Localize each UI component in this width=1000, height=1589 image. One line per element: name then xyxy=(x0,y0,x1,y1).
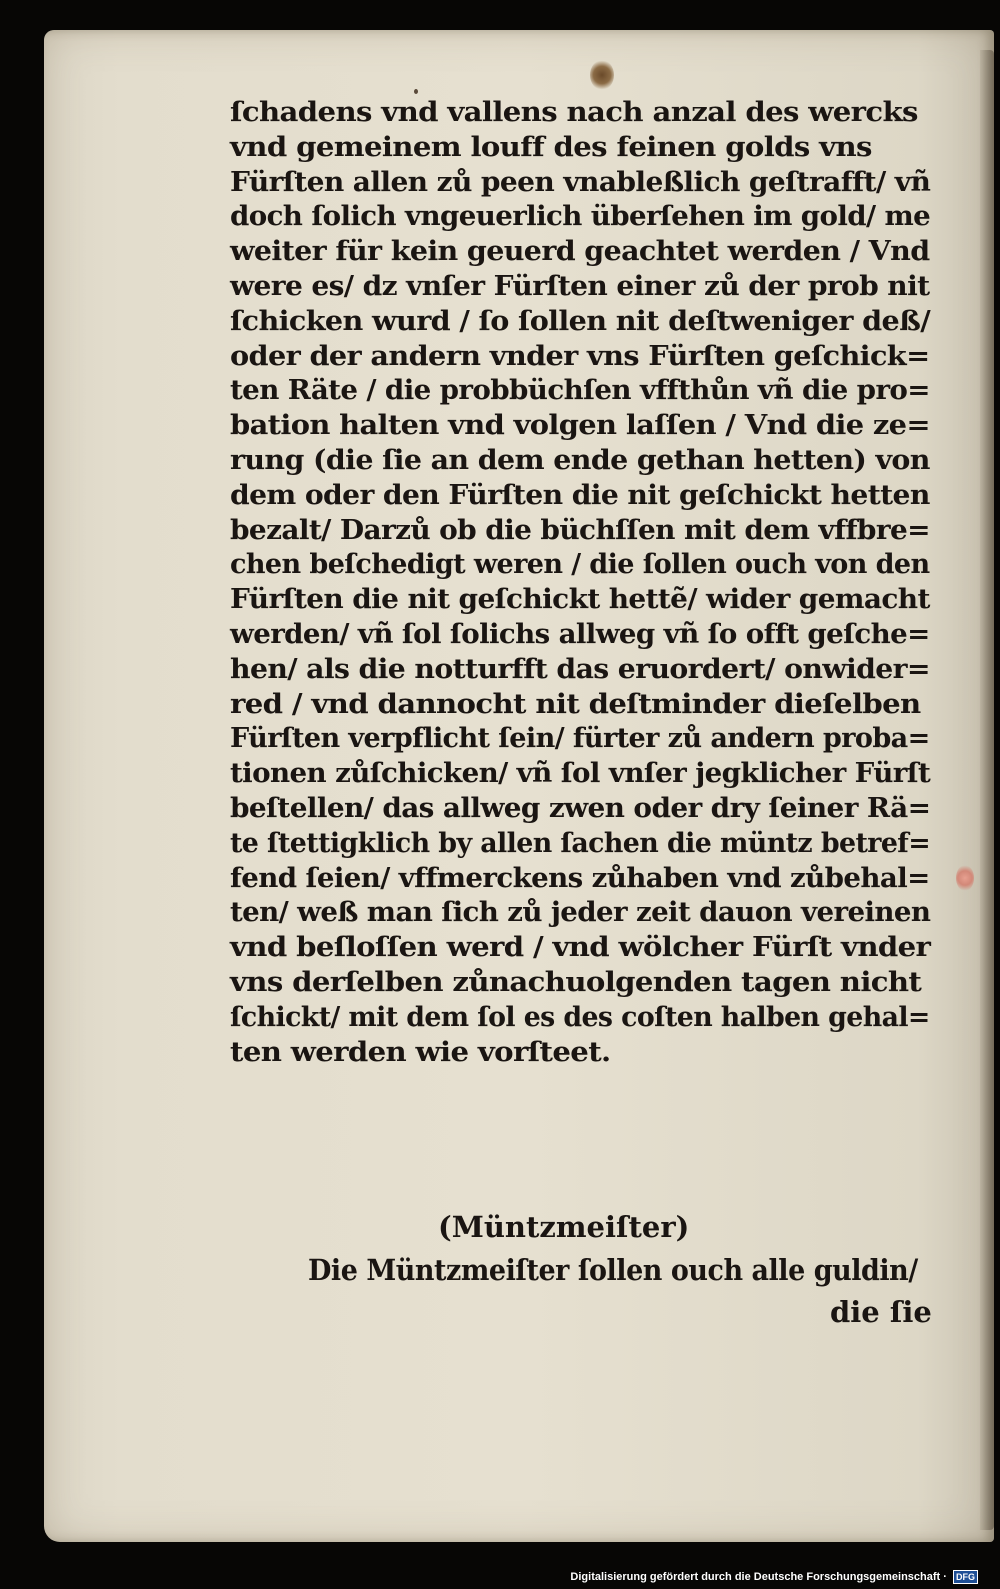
page-edge-shadow xyxy=(980,50,994,1530)
text-line: ten werden wie vorſteet. xyxy=(230,1036,611,1068)
text-line: ten Räte / die probbüchſen vffthůn vñ die pro= xyxy=(230,375,930,407)
text-line: ſchickt/ mit dem ſol es des coſten halben gehal= xyxy=(230,1001,930,1033)
text-line: te ſtettigklich by allen ſachen die müntz betref= xyxy=(230,827,931,859)
text-line: hen/ als die notturfft das eruordert/ onwider= xyxy=(230,653,931,685)
text-line: Fürſten verpflicht ſein/ fürter zů andern proba= xyxy=(230,723,930,755)
text-line: ſchicken wurd / ſo ſollen nit deſtweniger deß/ xyxy=(230,305,931,337)
dfg-logo: DFG xyxy=(953,1570,978,1584)
digitization-credit xyxy=(570,1568,978,1586)
text-line: tionen zůſchicken/ vñ ſol vnſer jegklicher Fürſt xyxy=(230,758,931,790)
ink-dot xyxy=(414,89,418,94)
text-line: doch ſolich vngeuerlich überſehen im gold/ me xyxy=(230,201,931,233)
section-first-line: Die Müntzmeiſter ſollen ouch alle guldin/ xyxy=(308,1253,918,1287)
text-line: were es/ dz vnſer Fürſten einer zů der prob nit xyxy=(230,270,930,302)
text-line: dem oder den Fürſten die nit geſchickt hetten xyxy=(230,479,930,511)
text-line: fend ſeien/ vffmerckens zůhaben vnd zůbehal= xyxy=(230,862,930,894)
text-line: oder der andern vnder vns Fürſten geſchick= xyxy=(230,340,930,372)
section-heading: (Müntzmeiſter) xyxy=(438,1210,690,1244)
text-line: chen beſchedigt weren / die ſollen ouch von den xyxy=(230,549,930,581)
text-line: vns derſelben zůnachuolgenden tagen nicht xyxy=(230,966,922,998)
text-line: vnd beſloſſen werd / vnd wölcher Fürſt vnder xyxy=(230,932,931,964)
text-line: bation halten vnd volgen laſſen / Vnd die ze= xyxy=(230,410,930,442)
credit-text: Digitalisierung gefördert durch die Deutsche Forschungsgemeinschaft · xyxy=(570,1571,947,1583)
text-line: Fürſten die nit geſchickt hettẽ/ wider gemacht xyxy=(230,584,930,616)
text-line: rung (die ſie an dem ende gethan hetten) von xyxy=(230,444,930,476)
ink-stain-top xyxy=(590,60,614,90)
text-line: red / vnd dannocht nit deſtminder dieſelben xyxy=(230,688,921,720)
text-line: ſchadens vnd vallens nach anzal des wercks xyxy=(230,97,918,128)
text-line: vnd gemeinem louff des feinen golds vns xyxy=(230,131,872,163)
body-text-block xyxy=(230,96,930,1070)
text-line: beſtellen/ das allweg zwen oder dry ſeiner Rä= xyxy=(230,792,931,824)
text-line: ten/ weß man ſich zů jeder zeit dauon vereinen xyxy=(230,897,931,929)
text-line: Fürſten allen zů peen vnableßlich geſtrafft/ vñ xyxy=(230,166,931,198)
catchword: die ſie xyxy=(830,1295,932,1329)
red-stain-right xyxy=(956,865,974,891)
text-line: werden/ vñ ſol ſolichs allweg vñ ſo offt geſche= xyxy=(230,618,930,650)
text-line: bezalt/ Darzů ob die büchſſen mit dem vffbre= xyxy=(230,514,930,546)
text-line: weiter für kein geuerd geachtet werden / Vnd xyxy=(230,236,930,268)
